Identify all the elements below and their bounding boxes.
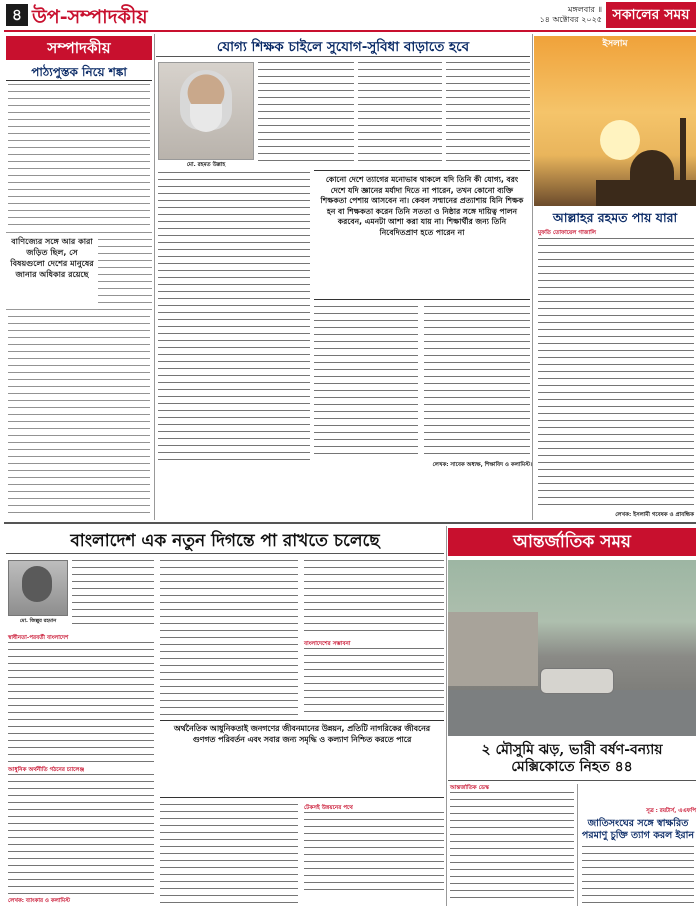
second-story-headline: জাতিসংঘের সঙ্গে স্বাক্ষরিত পরমাণু চুক্তি ত্যাগ করল ইরান [581,818,695,841]
header-rule [4,30,696,32]
bottom-article-text-intro [72,560,154,630]
editorial-body-text-continued [8,316,150,516]
bottom-subhead-3: বাংলাদেশের সম্ভাবনা [304,641,351,647]
mosque-minaret [680,118,686,184]
bottom-article-text-col3c [304,812,444,896]
bottom-pull-quote: অর্থনৈতিক আধুনিকতাই জনগণের জীবনমানের উন্নয়ন, প্রতিটি নাগরিকের জীবনের গুণগত পরিবর্তন এবং সবার জন্য সমৃদ্ধি ও কল্যাণ নিশ্চিত করতে পারে [173,724,431,744]
main-article-byline: লেখক: সাবেক অধ্যক্ষ, শিক্ষাবিদ ও কলামিস্ট। [432,462,532,468]
second-story-text [582,846,694,904]
bottom-article-text-col1a [8,642,154,762]
islam-author: মুফতি তোফায়েল গাজালি [538,230,597,236]
section-title: উপ-সম্পাদকীয় [32,6,148,28]
main-article-text-col5 [314,306,418,460]
bottom-article-text-col2b [160,804,298,904]
column-divider [446,526,447,906]
second-story-source: সূত্র : রয়টার্স, এএফপি [646,808,696,814]
bottom-subhead-4: টেকসই উন্নয়নের পথে [304,805,353,811]
sunset-sun [600,120,640,160]
bottom-article-text-col2 [160,560,298,716]
editorial-rule [6,80,152,81]
editorial-banner: সম্পাদকীয় [6,36,152,60]
international-rule [448,780,696,781]
storm-photo-flooded-road [448,690,696,736]
main-article-text-col3 [446,62,530,166]
main-article-text-col6 [424,306,530,460]
masthead-logo: সকালের সময় [606,2,696,28]
storm-photo-damaged-wall [448,612,538,686]
bottom-author-caption: মো. জিল্লুর রহমান [19,618,57,624]
bottom-article-citation: লেখক: ব্যাংকার ও কলামিস্ট [8,898,71,904]
islam-body-text [538,238,694,508]
author-photo-caption: মো. রহমত উল্লাহ [186,162,226,168]
issue-date: ১৪ অক্টোবর ২০২৫ [539,15,602,24]
main-article-headline: যোগ্য শিক্ষক চাইলে সুযোগ-সুবিধা বাড়াতে হবে [216,39,470,55]
international-story-text [450,792,574,904]
islam-section-label: ইসলাম [602,39,628,49]
islam-headline: আল্লাহর রহমত পায় যারা [552,210,678,225]
bottom-article-text-col3a [304,560,444,636]
editorial-body-text [8,84,150,228]
page-number: ৪ [6,4,28,26]
bottom-headline-rule [6,553,444,554]
column-divider [577,784,578,906]
editorial-pull-quote: বাণিজ্যের সঙ্গে আর কারা জড়িত ছিল, সে বিষয়গুলো দেশের মানুষের জানার অধিকার রয়েছে [10,237,94,279]
international-banner: আন্তর্জাতিক সময় [448,528,696,556]
bottom-article-headline: বাংলাদেশ এক নতুন দিগন্তে পা রাখতে চলেছে [70,531,380,551]
storm-photo-car [540,668,614,694]
islam-citation: লেখক: ইসলামী গবেষক ও প্রাবন্ধিক [615,512,694,518]
editorial-body-text-side [98,232,152,312]
main-article-text-col2 [358,62,442,166]
column-divider [532,34,533,520]
international-headline: ২ মৌসুমি ঝড়, ভারী বর্ষণ-বন্যায় মেক্সিকোতে নিহত ৪৪ [481,742,663,775]
bottom-subhead-1: স্বাধীনতা-পরবর্তী বাংলাদেশ [8,635,69,641]
section-divider [4,522,696,524]
column-divider [154,34,155,520]
bottom-subhead-2: আধুনিক অর্থনীতি গঠনের চ্যালেঞ্জ [8,767,85,773]
bottom-article-text-col3b [304,648,444,716]
international-desk: আন্তর্জাতিক ডেস্ক [450,785,490,791]
bottom-article-text-col1b [8,774,154,894]
bottom-author-face [22,566,52,602]
main-headline-rule [156,56,530,57]
issue-day: মঙ্গলবার ॥ [568,5,602,14]
main-article-text-col1 [258,62,354,166]
editorial-headline: পাঠ্যপুস্তক নিয়ে শঙ্কা [31,65,127,79]
main-article-text-col4 [158,172,310,462]
main-pull-quote: কোনো দেশে ত্যাগের মনোভাব থাকলে যদি তিনি কী যোগ্য, বরং দেশে যদি জ্ঞানের মর্যাদা দিতে না পারেন, তখন কোনো ব্যক্তি শিক্ষকতা পেশায় আসবেন না। কেবল সম্মানের প্রত্যাশায় যিনি শিক্ষক হন বা শিক্ষকতা করেন তিনি সততা ও নিষ্ঠার সঙ্গে দায়িত্ব পালন করবেন, এমনটা আশা করা যায় না। শিক্ষার্থীর জন্য তিনি নিবেদিতপ্রাণ হতে পারেন না [320,175,524,237]
